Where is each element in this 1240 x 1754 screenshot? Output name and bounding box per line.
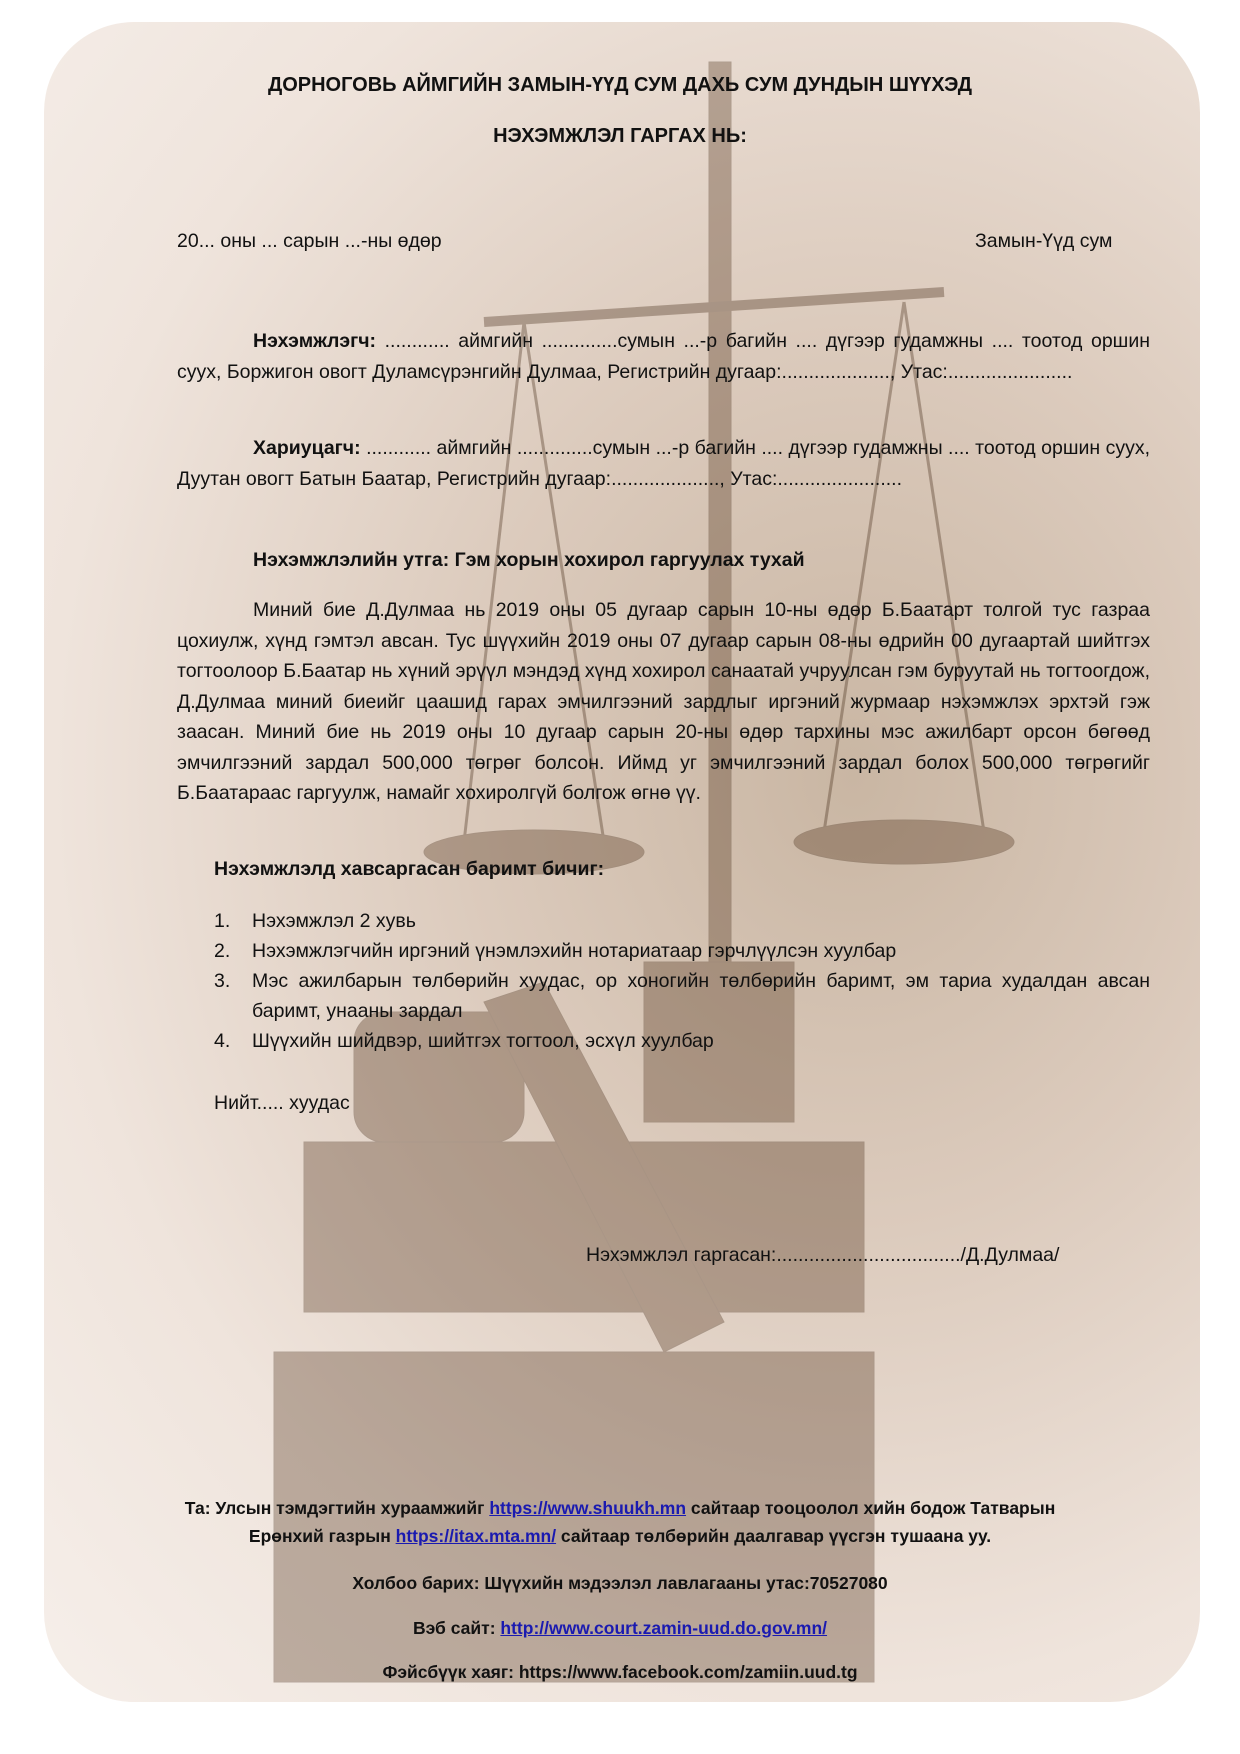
- header-title-line1: ДОРНОГОВЬ АЙМГИЙН ЗАМЫН-ҮҮД СУМ ДАХЬ СУМ ДУНДЫН ШҮҮХЭД: [267, 74, 973, 96]
- defendant-text: ............ аймгийн ..............сумын ...-р багийн .... дүгээр гудамжны .... тоотод оршин суух, Дуутан овогт Батын Баатар, Регистрийн дугаар:...................., Утас:.......................: [177, 437, 1150, 490]
- plaintiff-label: Нэхэмжлэгч:: [253, 330, 377, 352]
- list-item: 4. Шүүхийн шийдвэр, шийтгэх тогтоол, эсхүл хуулбар: [214, 1030, 714, 1052]
- list-item: 1. Нэхэмжлэл 2 хувь: [214, 910, 416, 932]
- court-website-link[interactable]: http://www.court.zamin-uud.do.gov.mn/: [500, 1618, 828, 1638]
- footer-contact: Холбоо барих: Шүүхийн мэдээлэл лавлагааны утас:70527080: [352, 1573, 888, 1593]
- shuukh-link[interactable]: https://www.shuukh.mn: [489, 1498, 687, 1518]
- subject-heading: Нэхэмжлэлийн утга: Гэм хорын хохирол гаргуулах тухай: [253, 549, 805, 571]
- body-text: Миний бие Д.Дулмаа нь 2019 оны 05 дугаар сарын 10-ны өдөр Б.Баатарт толгой тус газраа цохиулж, хүнд гэмтэл авсан. Тус шүүхийн 2019 оны 07 дугаар сарын 08-ны өдрийн 00 дугаартай шийтгэх тогтоолоор Б.Баатар нь хүний эрүүл мэндэд хүнд хохирол санаатай учруулсан гэм буруутай нь тогтоогдож, Д.Дулмаа миний биеийг цаашид гарах эмчилгээний зардлыг иргэний журмаар нэхэмжлэх эрхтэй гэж заасан. Миний бие нь 2019 оны 10 дугаар сарын 20-ны өдөр тархины мэс ажилбарт орсон бөгөөд эмчилгээний зардал 500,000 төгрөг болсон. Иймд уг эмчилгээний зардал болох 500,000 төгрөгийг Б.Баатараас гаргуулж, намайг хохиролгүй болгож өгнө үү.: [177, 599, 1150, 804]
- footer-website: Вэб сайт: http://www.court.zamin-uud.do.gov.mn/: [412, 1618, 828, 1638]
- plaintiff-paragraph: [177, 326, 1150, 387]
- subject-paragraph: [177, 545, 1150, 576]
- place-line: Замын-Үүд сум: [975, 230, 1113, 252]
- itax-link[interactable]: https://itax.mta.mn/: [395, 1526, 557, 1546]
- list-item: 2. Нэхэмжлэгчийн иргэний үнэмлэхийн нотариатаар гэрчлүүлсэн хуулбар: [214, 940, 897, 962]
- signature-line: Нэхэмжлэл гаргасан:................................../Д.Дулмаа/: [586, 1244, 1060, 1266]
- date-line: 20... оны ... сарын ...-ны өдөр: [177, 230, 442, 252]
- attachments-heading: Нэхэмжлэлд хавсаргасан баримт бичиг:: [214, 858, 605, 880]
- plaintiff-text: ............ аймгийн ..............сумын ...-р багийн .... дүгээр гудамжны .... тоотод оршин суух, Боржигон овогт Дуламсүрэнгийн Дулмаа, Регистрийн дугаар:...................., Утас:.......................: [177, 330, 1150, 383]
- footer-facebook: Фэйсбүүк хаяг: https://www.facebook.com/zamiin.uud.tg: [382, 1662, 858, 1682]
- header-title-line2: НЭХЭМЖЛЭЛ ГАРГАХ НЬ:: [493, 125, 747, 147]
- page-total: Нийт..... хуудас: [214, 1092, 350, 1114]
- attachments-list: [214, 906, 1150, 1056]
- defendant-label: Хариуцагч:: [253, 437, 361, 459]
- footer-note: Та: Улсын тэмдэгтийн хураамжийг https://www.shuukh.mn сайтаар тооцоолол хийн бодож Татварын Ерөнхий газрын https://itax.mta.mn/ сайтаар төлбөрийн даалгавар үүсгэн тушаана уу.: [184, 1498, 1056, 1546]
- list-item: 3. Мэс ажилбарын төлбөрийн хуудас, ор хоногийн төлбөрийн баримт, эм тариа худалдан авсан баримт, унааны зардал: [214, 970, 1150, 1022]
- body-paragraph: [177, 595, 1150, 809]
- defendant-paragraph: [177, 433, 1150, 494]
